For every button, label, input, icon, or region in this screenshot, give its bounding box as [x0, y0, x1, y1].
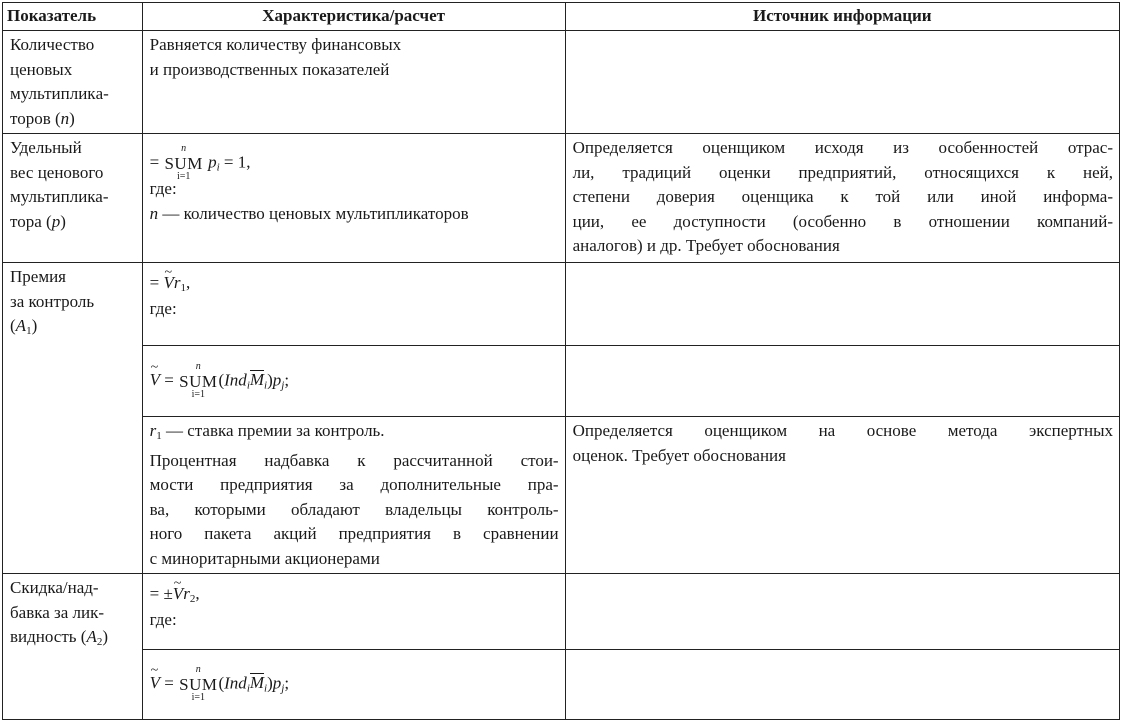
- source-cell: [565, 263, 1119, 346]
- source-line: аналогов) и др. Требует обоснования: [572, 236, 840, 255]
- indicator-line: ценовых: [10, 59, 73, 79]
- header-indicator: Показатель: [3, 3, 143, 31]
- description-line: мости предприятия за дополнительные пра-: [149, 475, 559, 494]
- indicator-line: мультипликa-: [10, 84, 109, 103]
- source-line: ли, традиций оценки предприятий, относящихся к ней,: [572, 162, 1113, 182]
- table-row: [3, 134, 1120, 263]
- source-line: степени доверия оценщика к той или иной информа-: [572, 187, 1113, 206]
- where-label: где:: [149, 298, 177, 318]
- where-label: где:: [149, 609, 177, 629]
- source-cell: [565, 346, 1119, 417]
- indicator-line: Премия: [10, 267, 66, 286]
- table-row: [3, 417, 1120, 574]
- source-cell: [565, 574, 1119, 650]
- characteristic-cell: [142, 346, 565, 417]
- indicator-cell: [3, 574, 143, 720]
- characteristic-cell: [142, 574, 565, 650]
- sum-operator: n SUM i=1: [179, 664, 218, 703]
- source-cell: [565, 650, 1119, 720]
- description-line: с миноритарными акционерами: [149, 548, 380, 568]
- indicator-line: (A1): [10, 316, 38, 337]
- weight-formula: = n SUM i=1 pi = 1,: [149, 143, 251, 182]
- premium-formula-1: = ~ Vr1,: [150, 271, 559, 301]
- characteristic-cell: [142, 650, 565, 720]
- source-line: ции, ее доступности (особенно в отношении компаний-: [572, 211, 1113, 231]
- where-label: где:: [149, 179, 177, 198]
- indicator-line: торов (n): [10, 108, 75, 128]
- characteristic-line: и производственных показателей: [149, 59, 390, 79]
- characteristic-cell: [142, 263, 565, 346]
- source-cell: [565, 417, 1119, 574]
- indicator-line: Количество: [10, 35, 95, 54]
- liquidity-formula-1: = ±~ Vr2,: [150, 582, 559, 612]
- r-definition: r1 — ставка премии за контроль.: [149, 421, 385, 442]
- indicator-line: видность (A2): [10, 627, 109, 648]
- indicator-line: вес ценового: [10, 162, 104, 182]
- table-row: [3, 346, 1120, 417]
- indicator-line: Удельный: [10, 138, 82, 157]
- header-characteristic: Характеристика/расчет: [142, 3, 565, 31]
- indicator-line: за контроль: [10, 291, 95, 311]
- indicator-cell: [3, 31, 143, 134]
- table-row: [3, 574, 1120, 650]
- source-cell: [565, 134, 1119, 263]
- source-cell: [565, 31, 1119, 134]
- description-line: ва, которыми обладают владельцы контроль-: [149, 499, 559, 519]
- premium-formula-2: ~ V = n SUM i=1 (IndiMi)pj;: [150, 362, 289, 401]
- description-line: Процентная надбавка к рассчитанной стои-: [149, 450, 559, 470]
- table-row: [3, 650, 1120, 720]
- characteristic-cell: [142, 417, 565, 574]
- source-line: оценок. Требует обоснования: [572, 445, 786, 465]
- header-source: Источник информации: [565, 3, 1119, 31]
- sum-operator: n SUM i=1: [164, 143, 203, 182]
- characteristic-cell: [142, 134, 565, 263]
- source-line: Определяется оценщиком на основе метода экспертных: [572, 421, 1113, 440]
- indicator-line: тора (p): [10, 211, 66, 231]
- weight-definition: n — количество ценовых мультипликаторов: [149, 203, 469, 223]
- characteristic-line: Равняется количеству финансовых: [149, 35, 402, 54]
- liquidity-formula-2: ~ V = n SUM i=1 (IndiMi)pj;: [150, 665, 289, 704]
- indicator-cell: [3, 263, 143, 574]
- source-line: Определяется оценщиком исходя из особенностей отрас-: [572, 138, 1113, 157]
- table-row: [3, 31, 1120, 134]
- indicator-table: [2, 2, 1120, 720]
- description-line: ного пакета акций предприятия в сравнении: [149, 524, 559, 543]
- indicator-line: Скидка/над-: [10, 578, 99, 597]
- indicator-cell: [3, 134, 143, 263]
- header-row: [3, 3, 1120, 31]
- characteristic-cell: [142, 31, 565, 134]
- table-row: [3, 263, 1120, 346]
- sum-operator: n SUM i=1: [179, 360, 218, 400]
- indicator-line: мультиплика-: [10, 187, 109, 206]
- indicator-line: бавка за лик-: [10, 602, 105, 622]
